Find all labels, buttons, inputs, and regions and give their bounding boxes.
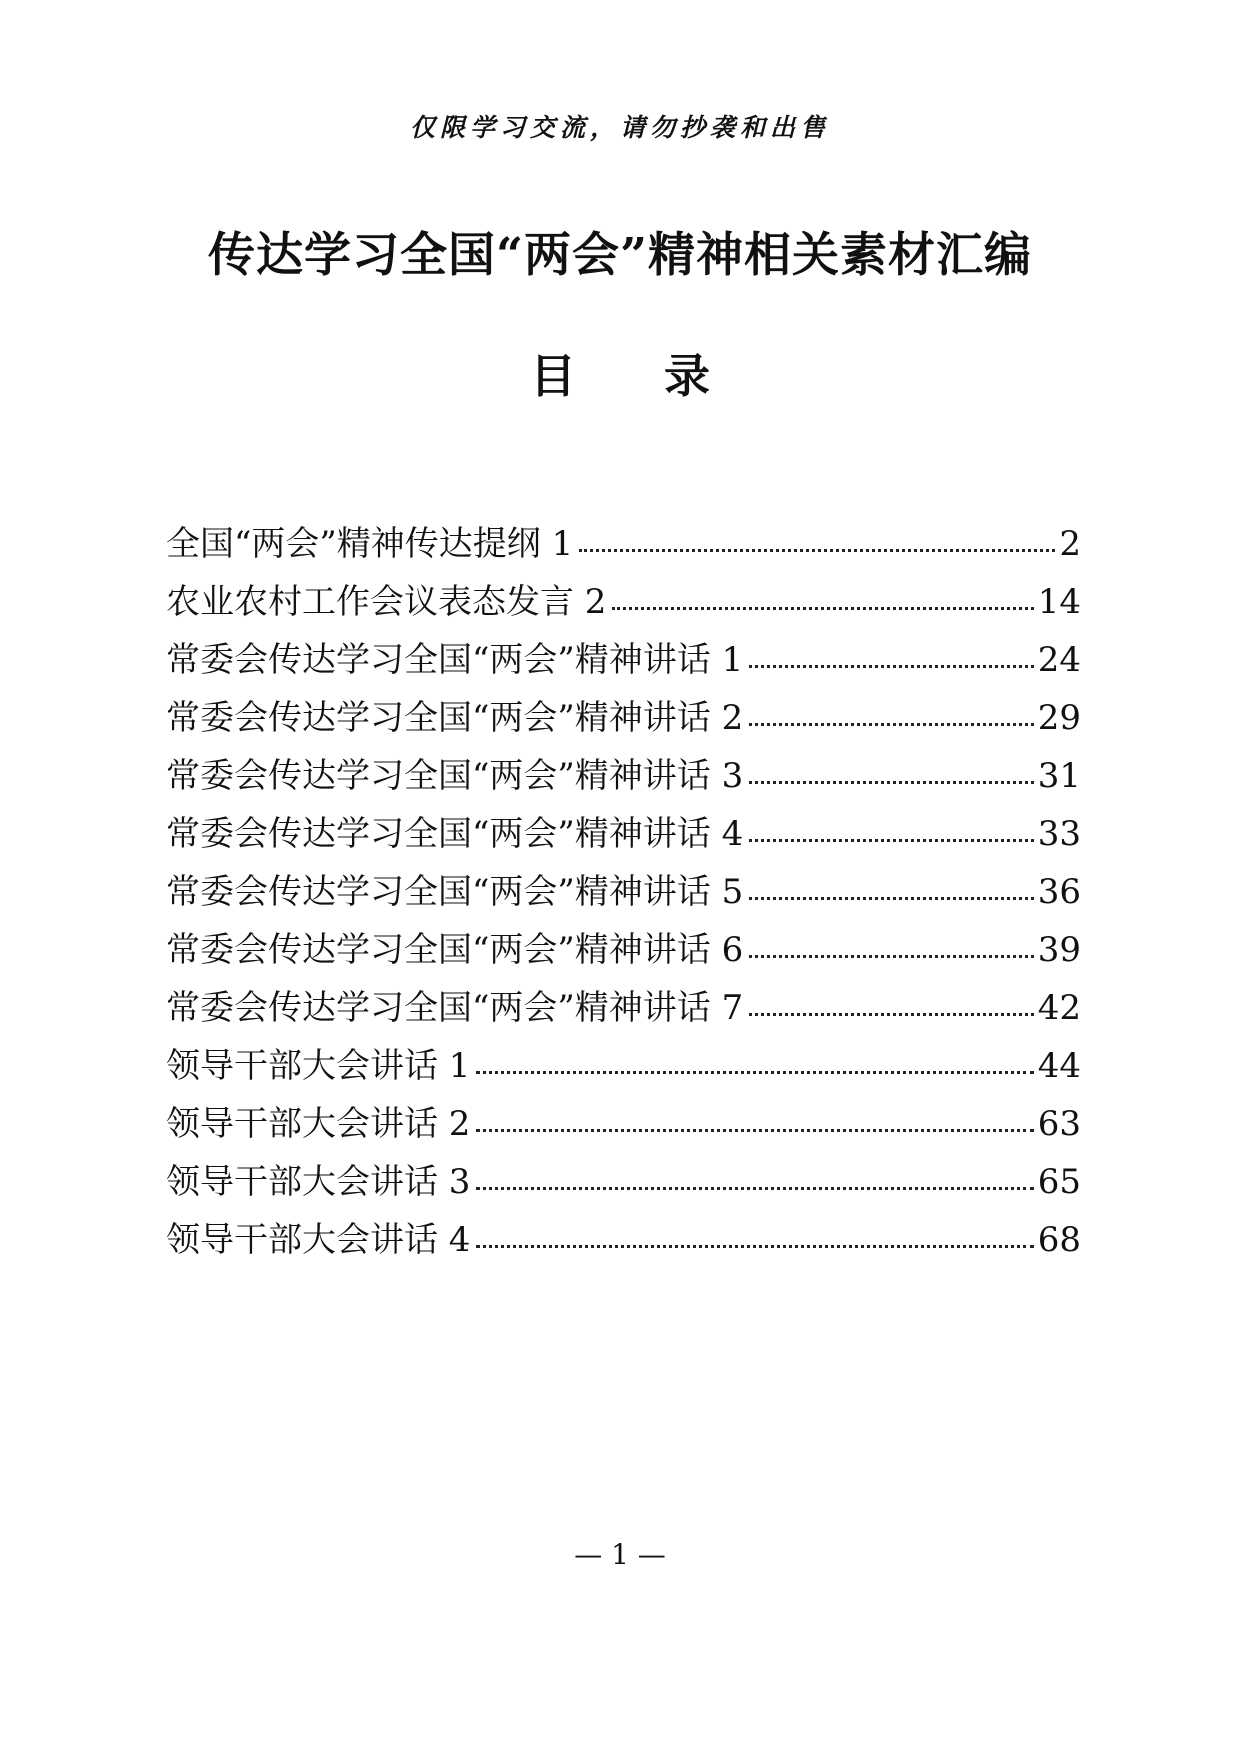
toc-entry[interactable]: [166, 748, 1081, 806]
toc-entry-title: 常委会传达学习全国“两会”精神讲话 5: [166, 872, 744, 912]
toc-leader-dots: [579, 549, 1055, 552]
toc-entry-page: 14: [1037, 582, 1081, 622]
toc-leader-dots: [476, 1129, 1033, 1132]
toc-leader-dots: [749, 955, 1034, 958]
toc-entry[interactable]: [166, 1096, 1081, 1154]
toc-entry[interactable]: [166, 516, 1081, 574]
toc-entry-page: 39: [1037, 930, 1081, 970]
table-of-contents: [166, 516, 1081, 1270]
toc-leader-dots: [749, 665, 1034, 668]
toc-entry[interactable]: [166, 574, 1081, 632]
toc-entry[interactable]: [166, 980, 1081, 1038]
toc-entry-title: 领导干部大会讲话 2: [166, 1104, 471, 1144]
document-title: 传达学习全国“两会”精神相关素材汇编: [207, 228, 1033, 283]
toc-entry-title: 常委会传达学习全国“两会”精神讲话 6: [166, 930, 744, 970]
toc-entry-page: 2: [1059, 524, 1081, 564]
toc-entry-title: 领导干部大会讲话 1: [166, 1046, 471, 1086]
toc-leader-dots: [749, 1013, 1034, 1016]
toc-leader-dots: [476, 1187, 1033, 1190]
toc-entry-page: 36: [1037, 872, 1081, 912]
toc-leader-dots: [612, 607, 1033, 610]
toc-entry-page: 24: [1037, 640, 1081, 680]
toc-leader-dots: [749, 781, 1034, 784]
toc-entry[interactable]: [166, 1154, 1081, 1212]
toc-heading-char-2: 录: [664, 349, 710, 403]
toc-leader-dots: [749, 897, 1034, 900]
toc-entry-page: 68: [1037, 1220, 1081, 1260]
toc-entry-page: 63: [1037, 1104, 1081, 1144]
toc-leader-dots: [476, 1245, 1033, 1248]
header-note: 仅限学习交流，请勿抄袭和出售: [409, 113, 830, 142]
toc-entry-title: 常委会传达学习全国“两会”精神讲话 4: [166, 814, 744, 854]
toc-entry-title: 领导干部大会讲话 4: [166, 1220, 471, 1260]
toc-entry[interactable]: [166, 1038, 1081, 1096]
toc-entry-title: 常委会传达学习全国“两会”精神讲话 3: [166, 756, 744, 796]
toc-entry-title: 常委会传达学习全国“两会”精神讲话 1: [166, 640, 744, 680]
toc-entry-title: 全国“两会”精神传达提纲 1: [166, 524, 574, 564]
toc-heading-char-1: 目: [530, 349, 576, 403]
toc-entry[interactable]: [166, 806, 1081, 864]
toc-heading: [0, 340, 1240, 406]
toc-entry[interactable]: [166, 1212, 1081, 1270]
toc-entry[interactable]: [166, 922, 1081, 980]
toc-entry[interactable]: [166, 690, 1081, 748]
toc-entry-page: 44: [1037, 1046, 1081, 1086]
toc-entry-title: 农业农村工作会议表态发言 2: [166, 582, 607, 622]
toc-entry-page: 33: [1037, 814, 1081, 854]
toc-leader-dots: [749, 723, 1034, 726]
toc-entry[interactable]: [166, 864, 1081, 922]
toc-entry-title: 领导干部大会讲话 3: [166, 1162, 471, 1202]
toc-entry[interactable]: [166, 632, 1081, 690]
toc-entry-page: 42: [1037, 988, 1081, 1028]
toc-entry-page: 31: [1037, 756, 1081, 796]
toc-leader-dots: [476, 1071, 1033, 1074]
toc-entry-title: 常委会传达学习全国“两会”精神讲话 7: [166, 988, 744, 1028]
page-number: — 1 —: [574, 1538, 666, 1571]
toc-entry-page: 29: [1037, 698, 1081, 738]
toc-entry-page: 65: [1037, 1162, 1081, 1202]
toc-entry-title: 常委会传达学习全国“两会”精神讲话 2: [166, 698, 744, 738]
toc-leader-dots: [749, 839, 1034, 842]
